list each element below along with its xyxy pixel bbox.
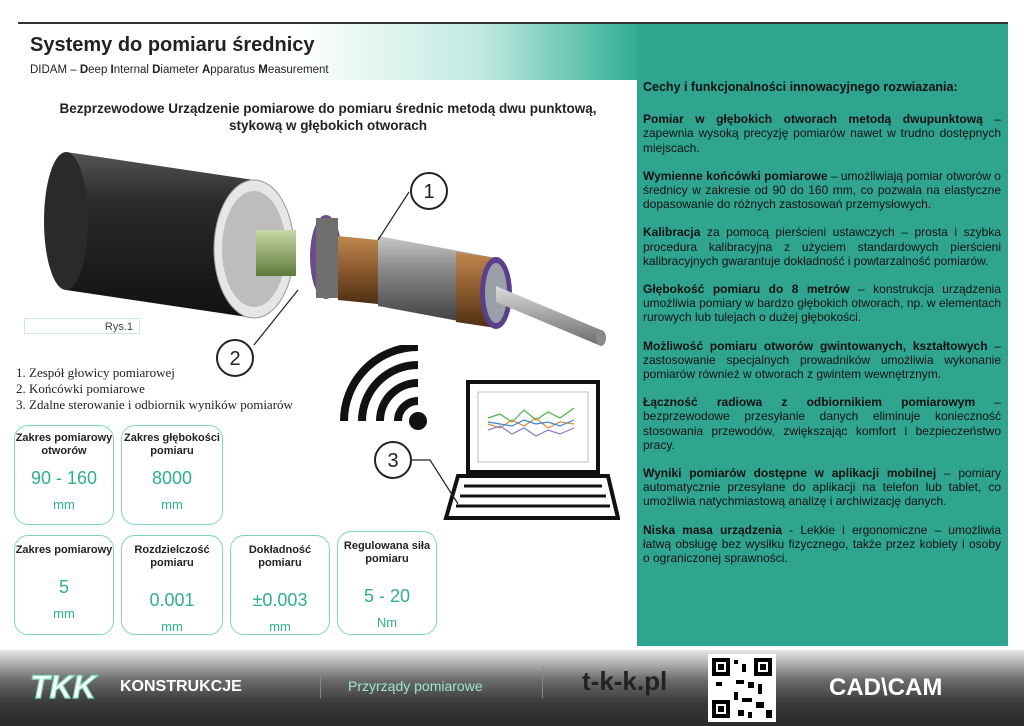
- spec-label: Zakres głębokości pomiaru: [124, 432, 220, 457]
- spec-value: 5 - 20: [363, 586, 411, 606]
- bronze-band: [338, 236, 378, 304]
- spec-value: 0.001: [149, 590, 195, 610]
- legend-item: 3. Zdalne sterowanie i odbiornik wyników pomiarów: [16, 397, 293, 412]
- spec-label: Regulowana siła pomiaru: [343, 540, 431, 565]
- spec-unit: mm: [53, 497, 75, 512]
- spec-card: [230, 535, 330, 635]
- figure-label: Rys.1: [24, 318, 140, 334]
- callout-3: 3: [374, 441, 412, 479]
- cadcam-label: CAD\CAM: [829, 674, 943, 701]
- callout-3-leader: [410, 456, 470, 506]
- spec-value: 5: [58, 577, 69, 597]
- extension-rod: [496, 286, 601, 346]
- spec-value: 8000: [151, 468, 193, 488]
- wifi-icon: [338, 345, 438, 437]
- spec-value: 90 - 160: [30, 468, 98, 488]
- callout-2: 2: [216, 339, 254, 377]
- spec-unit: mm: [161, 619, 183, 634]
- collar: [316, 218, 338, 298]
- legend-list: [16, 365, 293, 413]
- svg-text:TKK: TKK: [30, 669, 96, 704]
- features-heading: Cechy i funkcjonalności innowacyjnego rozwiazania:: [643, 80, 958, 94]
- device-heading: Bezprzewodowe Urządzenie pomiarowe do pomiaru średnic metodą dwu punktową, stykową w głębokich otworach: [59, 101, 597, 133]
- spec-card: [14, 535, 114, 635]
- measuring-head: [256, 230, 296, 276]
- feature-item: Kalibracja za pomocą pierścieni ustawczych – prosta i szybka procedura kalibracyjna z użyciem standardowych pierścieni kalibracyjnych gwarantuje dokładność i powtarzalność pomiarów.: [643, 225, 1001, 268]
- feature-item: Możliwość pomiaru otworów gwintowanych, kształtowych – zastosowanie specjalnych prowadników umożliwia wykonanie pomiarów również w otworach z gwintem wewnętrznym.: [643, 338, 1001, 382]
- website-link[interactable]: t-k-k.pl: [582, 666, 668, 696]
- spec-unit: mm: [53, 606, 75, 621]
- footer-divider: [320, 670, 321, 698]
- spec-unit: mm: [269, 619, 291, 634]
- spec-value: ±0.003: [252, 590, 308, 610]
- features-list: [643, 80, 1001, 579]
- page-title: Systemy do pomiaru średnicy: [30, 34, 315, 56]
- qr-code-icon[interactable]: [708, 654, 776, 722]
- spec-card: [14, 425, 114, 525]
- feature-item: Niska masa urządzenia - Lekkie i ergonomiczne – umożliwia łatwą obsługę bez wysiłku fizycznego, także przez kobiety i osoby o ograniczonej sprawności.: [643, 522, 1001, 566]
- feature-item: Głębokość pomiaru do 8 metrów – konstrukcja urządzenia umożliwia pomiary w bardzo głębokich otworach, np. w elementach rurowych lub tulejach o dużej głębokości.: [643, 282, 1001, 325]
- callout-1: 1: [410, 172, 448, 210]
- footer-tagline: Przyrządy pomiarowe: [348, 678, 483, 694]
- page-subtitle: DIDAM – Deep Internal Diameter Apparatus Measurement: [30, 64, 329, 76]
- spec-label: Rozdzielczość pomiaru: [134, 544, 210, 569]
- tkk-logo: [28, 668, 118, 704]
- brand-name: KONSTRUKCJE: [120, 678, 242, 695]
- pipe-end: [44, 152, 88, 290]
- legend-item: 1. Zespół głowicy pomiarowej: [16, 365, 175, 380]
- feature-item: Pomiar w głębokich otworach metodą dwupunktową – zapewnia wysoką precyzję pomiarów nawet w trudno dostępnych miejscach.: [643, 112, 1002, 155]
- feature-item: Łączność radiowa z odbiornikiem pomiarowym – bezprzewodowe przesyłanie danych eliminuje konieczność stosowania przewodów, zwiększając komfort i bezpieczeństwo pracy.: [643, 395, 1001, 452]
- legend-item: 2. Końcówki pomiarowe: [16, 381, 145, 396]
- rod-end: [596, 330, 606, 346]
- footer-divider: [542, 666, 543, 698]
- feature-item: Wymienne końcówki pomiarowe – umożliwiają pomiar otworów o średnicy w zakresie od 90 do 160 mm, co pozwala na elastyczne dopasowanie do różnych zastosowań przemysłowych.: [643, 168, 1001, 212]
- spec-card: [121, 535, 223, 635]
- spec-card: [337, 531, 437, 635]
- feature-item: Wyniki pomiarów dostępne w aplikacji mobilnej – pomiary automatycznie przesyłane do aplikacji na telefon lub tablet, co umożliwia natychmiastową analizę i archiwizację danych.: [643, 466, 1001, 509]
- spec-card: [121, 425, 223, 525]
- spec-unit: Nm: [376, 615, 398, 630]
- callout-1-leader: [378, 192, 409, 240]
- spec-label: Dokładność pomiaru: [248, 544, 312, 569]
- spec-label: Zakres pomiarowy: [15, 544, 113, 556]
- spec-label: Zakres pomiarowy otworów: [15, 432, 113, 457]
- spec-unit: mm: [161, 497, 183, 512]
